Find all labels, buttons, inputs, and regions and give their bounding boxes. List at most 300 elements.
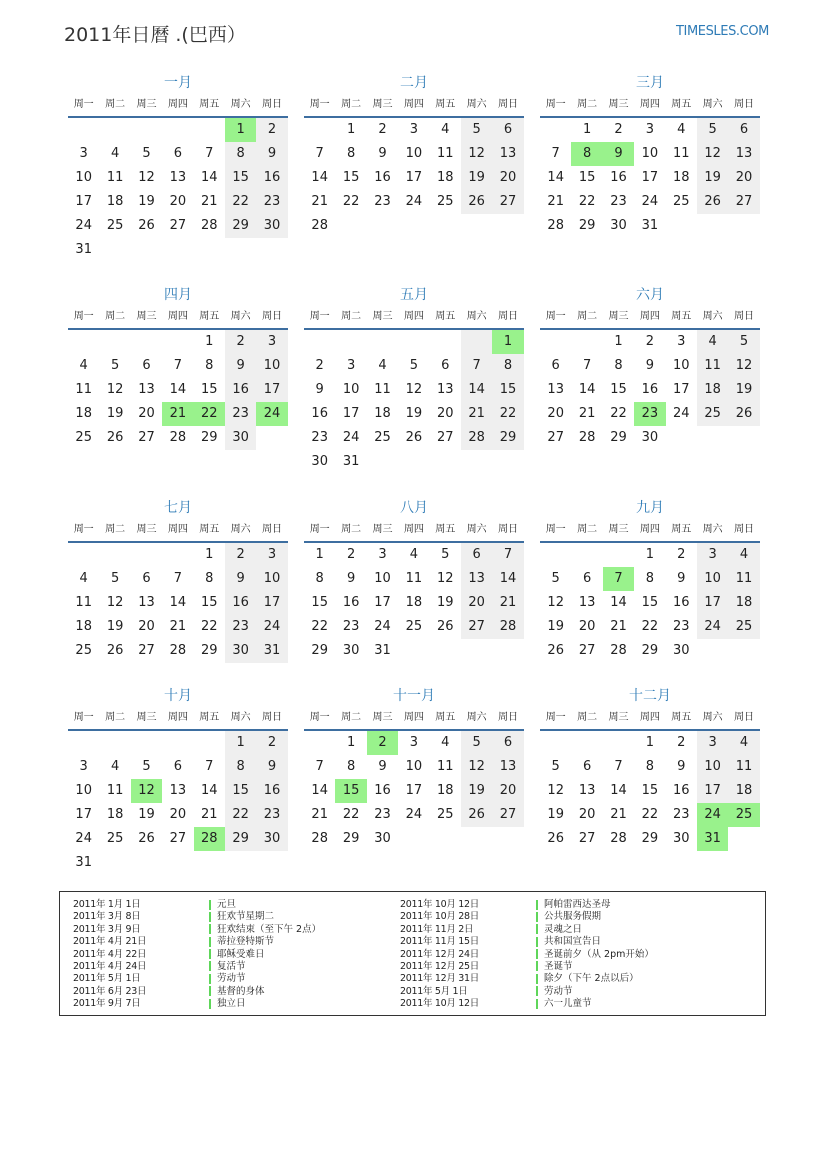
empty-cell [68, 731, 99, 755]
day-cell: 15 [641, 783, 659, 798]
day-cell: 8 [205, 571, 214, 586]
legend-column-2 [400, 899, 654, 1011]
day-cell: 18 [405, 595, 423, 610]
day-cell: 9 [378, 759, 387, 774]
day-cell: 26 [106, 643, 124, 658]
empty-cell [540, 330, 571, 354]
day-cell: 29 [641, 831, 659, 846]
holiday-marker-icon [209, 999, 211, 1009]
day-cell: 22 [610, 406, 627, 421]
holiday-date: 2011年 5月 1日 [73, 973, 141, 985]
month-block [68, 497, 288, 663]
day-cell: 30 [311, 454, 328, 469]
day-cell: 10 [75, 783, 92, 798]
day-cell: 23 [225, 615, 256, 639]
day-cell: 12 [138, 170, 155, 185]
day-cell: 16 [672, 595, 690, 610]
day-cell: 28 [311, 831, 328, 846]
day-cell: 12 [547, 595, 564, 610]
day-cell: 25 [436, 807, 454, 822]
weekday-label: 周三 [372, 524, 393, 535]
empty-cell [194, 731, 225, 755]
day-cell: 12 [697, 142, 728, 166]
empty-cell [603, 731, 634, 755]
weekday-label: 周二 [341, 99, 362, 110]
day-cell: 12 [131, 779, 162, 803]
weekday-label: 周三 [372, 712, 393, 723]
day-cell: 14 [578, 382, 596, 397]
month-block [304, 284, 524, 474]
weekday-label: 周一 [545, 524, 566, 535]
weekday-label: 周五 [435, 99, 456, 110]
weekday-label: 周三 [372, 311, 393, 322]
legend-row [400, 986, 654, 998]
day-cell: 8 [614, 358, 623, 373]
day-cell: 24 [75, 831, 92, 846]
day-cell: 17 [697, 591, 728, 615]
day-cell: 4 [79, 571, 88, 586]
weekday-label: 周六 [230, 712, 251, 723]
day-cell: 5 [441, 547, 450, 562]
day-cell: 2 [367, 731, 398, 755]
day-cell: 5 [110, 358, 120, 373]
day-cell: 25 [405, 619, 423, 634]
weekday-header [540, 519, 760, 543]
day-cell: 15 [200, 382, 218, 397]
day-cell: 24 [672, 406, 690, 421]
day-cell: 14 [311, 170, 328, 185]
empty-cell [162, 330, 193, 354]
day-cell: 18 [728, 779, 759, 803]
weekday-label: 周一 [73, 712, 94, 723]
holiday-marker-icon [536, 961, 538, 971]
day-cell: 21 [200, 194, 218, 209]
day-cell: 23 [672, 619, 690, 634]
day-cell: 7 [173, 358, 182, 373]
day-cell: 14 [169, 595, 187, 610]
day-cell: 7 [315, 759, 324, 774]
weekday-label: 周二 [105, 524, 126, 535]
weekday-label: 周五 [671, 524, 692, 535]
day-cell: 7 [205, 146, 214, 161]
empty-cell [162, 238, 193, 262]
empty-cell [398, 450, 429, 474]
holiday-name: 狂欢节星期二 [217, 911, 275, 923]
day-cell: 12 [728, 354, 759, 378]
holiday-marker-icon [536, 974, 538, 984]
day-cell: 23 [374, 807, 391, 822]
empty-cell [68, 118, 99, 142]
day-cell: 1 [645, 547, 654, 562]
day-cell: 1 [225, 118, 256, 142]
day-cell: 8 [492, 354, 523, 378]
day-cell: 22 [311, 619, 328, 634]
day-cell: 5 [697, 118, 728, 142]
empty-cell [461, 214, 492, 238]
day-cell: 17 [672, 382, 690, 397]
weekday-label: 周四 [403, 712, 424, 723]
weekday-header [68, 94, 288, 118]
day-cell: 2 [677, 547, 686, 562]
weekday-label: 周六 [230, 311, 251, 322]
day-cell: 14 [610, 595, 627, 610]
weekday-label: 周日 [498, 524, 519, 535]
day-cell: 2 [378, 122, 387, 137]
day-cell: 30 [342, 643, 360, 658]
day-cell: 25 [728, 803, 759, 827]
weekday-label: 周二 [577, 524, 598, 535]
month-block [68, 685, 288, 875]
empty-cell [540, 543, 571, 567]
day-cell: 29 [200, 643, 218, 658]
day-grid [68, 543, 288, 663]
empty-cell [697, 639, 728, 663]
holiday-date: 2011年 5月 1日 [400, 985, 468, 997]
holiday-marker-icon [209, 900, 211, 910]
empty-cell [162, 543, 193, 567]
holiday-date: 2011年 3月 8日 [73, 911, 141, 923]
day-cell: 24 [256, 615, 287, 639]
day-cell: 19 [436, 595, 454, 610]
day-cell: 4 [110, 146, 120, 161]
day-cell: 5 [142, 146, 151, 161]
day-cell: 7 [205, 759, 214, 774]
day-cell: 5 [461, 731, 492, 755]
day-cell: 22 [200, 619, 218, 634]
empty-cell [99, 330, 130, 354]
weekday-label: 周一 [545, 712, 566, 723]
day-cell: 24 [697, 615, 728, 639]
day-cell: 15 [225, 166, 256, 190]
day-cell: 5 [409, 358, 418, 373]
day-cell: 26 [106, 430, 124, 445]
day-cell: 17 [75, 807, 92, 822]
month-block [540, 497, 760, 663]
day-cell: 25 [374, 430, 391, 445]
month-name: 七月 [164, 500, 192, 516]
weekday-header [304, 519, 524, 543]
empty-cell [256, 851, 287, 875]
day-cell: 17 [405, 170, 423, 185]
weekday-label: 周二 [341, 712, 362, 723]
day-cell: 25 [75, 643, 92, 658]
day-cell: 21 [200, 807, 218, 822]
month-name: 一月 [164, 75, 192, 91]
day-cell: 7 [551, 146, 560, 161]
weekday-label: 周二 [577, 311, 598, 322]
weekday-label: 周二 [105, 712, 126, 723]
weekday-label: 周三 [608, 99, 629, 110]
legend-row [400, 899, 654, 911]
day-cell: 27 [547, 430, 564, 445]
month-name: 八月 [400, 500, 428, 516]
day-cell: 5 [110, 571, 120, 586]
weekday-label: 周日 [734, 524, 755, 535]
day-cell: 4 [728, 731, 759, 755]
day-cell: 18 [728, 591, 759, 615]
day-cell: 9 [677, 759, 686, 774]
empty-cell [728, 426, 759, 450]
day-cell: 18 [75, 406, 92, 421]
day-cell: 26 [461, 803, 492, 827]
weekday-header [68, 306, 288, 330]
day-cell: 18 [75, 619, 92, 634]
day-grid [304, 118, 524, 238]
day-cell: 6 [142, 571, 151, 586]
day-cell: 16 [641, 382, 659, 397]
empty-cell [304, 118, 335, 142]
day-cell: 26 [461, 190, 492, 214]
month-name: 十一月 [393, 688, 435, 704]
empty-cell [461, 827, 492, 851]
month-name: 十月 [164, 688, 192, 704]
month-name: 四月 [164, 287, 192, 303]
weekday-label: 周六 [702, 712, 723, 723]
day-cell: 13 [169, 170, 187, 185]
weekday-label: 周六 [702, 99, 723, 110]
day-cell: 3 [409, 735, 418, 750]
day-cell: 27 [436, 430, 454, 445]
legend-row [73, 961, 321, 973]
day-cell: 12 [405, 382, 423, 397]
holiday-name: 狂欢结束（至下午 2点） [217, 923, 322, 935]
empty-cell [398, 639, 429, 663]
day-cell: 9 [346, 571, 356, 586]
holiday-name: 阿帕雷西达圣母 [544, 899, 611, 910]
day-cell: 16 [225, 378, 256, 402]
holiday-marker-icon [536, 986, 538, 996]
day-cell: 23 [225, 402, 256, 426]
holiday-date: 2011年 12月 24日 [400, 948, 479, 960]
weekday-label: 周六 [230, 99, 251, 110]
day-grid [540, 543, 760, 663]
day-cell: 16 [342, 595, 360, 610]
holiday-date: 2011年 11月 15日 [400, 936, 479, 948]
legend-row [73, 986, 321, 998]
day-cell: 18 [106, 807, 124, 822]
weekday-label: 周二 [105, 311, 126, 322]
day-cell: 9 [256, 755, 287, 779]
day-cell: 18 [672, 170, 690, 185]
day-cell: 4 [441, 735, 450, 750]
day-cell: 29 [342, 831, 360, 846]
weekday-label: 周一 [73, 99, 94, 110]
day-cell: 21 [492, 591, 523, 615]
holiday-date: 2011年 4月 24日 [73, 960, 147, 972]
day-cell: 20 [728, 166, 759, 190]
day-cell: 28 [169, 430, 187, 445]
weekday-label: 周五 [671, 712, 692, 723]
weekday-label: 周一 [309, 311, 330, 322]
holiday-name: 元旦 [217, 899, 237, 910]
legend-row [400, 936, 654, 948]
day-cell: 15 [311, 595, 328, 610]
day-cell: 1 [645, 735, 654, 750]
weekday-label: 周一 [545, 99, 566, 110]
day-grid [68, 118, 288, 262]
weekday-label: 周二 [105, 99, 126, 110]
day-cell: 16 [610, 170, 627, 185]
month-name: 十二月 [629, 688, 671, 704]
day-grid [304, 543, 524, 663]
holiday-date: 2011年 12月 31日 [400, 973, 479, 985]
holiday-marker-icon [209, 912, 211, 922]
weekday-header [304, 707, 524, 731]
day-cell: 18 [436, 783, 454, 798]
day-cell: 23 [342, 619, 360, 634]
empty-cell [99, 851, 130, 875]
weekday-label: 周二 [577, 99, 598, 110]
day-cell: 14 [610, 783, 627, 798]
day-cell: 10 [75, 170, 92, 185]
empty-cell [492, 639, 523, 663]
day-cell: 30 [641, 430, 659, 445]
day-cell: 28 [169, 643, 187, 658]
day-cell: 17 [374, 595, 391, 610]
day-cell: 15 [200, 595, 218, 610]
holiday-marker-icon [209, 924, 211, 934]
day-cell: 31 [697, 827, 728, 851]
day-cell: 19 [461, 166, 492, 190]
day-cell: 28 [492, 615, 523, 639]
day-cell: 10 [697, 755, 728, 779]
day-cell: 15 [492, 378, 523, 402]
day-cell: 9 [645, 358, 654, 373]
day-cell: 30 [225, 426, 256, 450]
day-cell: 4 [728, 543, 759, 567]
day-cell: 11 [728, 755, 759, 779]
weekday-header [68, 519, 288, 543]
day-cell: 8 [315, 571, 324, 586]
day-cell: 3 [346, 358, 356, 373]
day-cell: 13 [492, 142, 523, 166]
weekday-label: 周五 [199, 524, 220, 535]
day-grid [68, 731, 288, 875]
day-cell: 26 [436, 619, 454, 634]
empty-cell [571, 731, 602, 755]
empty-cell [99, 118, 130, 142]
empty-cell [492, 214, 523, 238]
empty-cell [540, 731, 571, 755]
day-cell: 20 [169, 194, 187, 209]
month-name: 二月 [400, 75, 428, 91]
day-cell: 27 [169, 218, 187, 233]
empty-cell [697, 426, 728, 450]
empty-cell [99, 731, 130, 755]
day-cell: 24 [641, 194, 659, 209]
day-cell: 22 [225, 803, 256, 827]
legend-row [400, 924, 654, 936]
day-cell: 16 [672, 783, 690, 798]
day-cell: 11 [697, 354, 728, 378]
empty-cell [571, 543, 602, 567]
day-cell: 17 [697, 779, 728, 803]
empty-cell [335, 330, 366, 354]
day-cell: 18 [106, 194, 124, 209]
empty-cell [430, 827, 461, 851]
day-cell: 12 [106, 595, 124, 610]
empty-cell [131, 543, 162, 567]
holiday-name: 除夕（下午 2点以后） [544, 973, 639, 985]
weekday-label: 周六 [466, 311, 487, 322]
holiday-name: 圣诞前夕（从 2pm开始） [544, 948, 654, 960]
day-cell: 6 [582, 571, 592, 586]
day-cell: 5 [728, 330, 759, 354]
day-cell: 27 [578, 643, 596, 658]
holiday-name: 劳动节 [217, 973, 246, 985]
legend-row [73, 899, 321, 911]
holiday-name: 蒂拉登特斯节 [217, 936, 275, 948]
weekday-label: 周三 [136, 311, 157, 322]
day-cell: 9 [225, 567, 256, 591]
weekday-label: 周一 [309, 99, 330, 110]
day-cell: 29 [610, 430, 627, 445]
holiday-name: 劳动节 [544, 985, 573, 997]
day-cell: 21 [461, 402, 492, 426]
day-cell: 14 [547, 170, 564, 185]
day-cell: 27 [492, 190, 523, 214]
empty-cell [398, 214, 429, 238]
day-cell: 2 [225, 330, 256, 354]
day-cell: 24 [342, 430, 360, 445]
day-cell: 25 [728, 615, 759, 639]
holiday-name: 六一儿童节 [544, 998, 592, 1010]
day-cell: 11 [405, 571, 423, 586]
day-cell: 17 [75, 194, 92, 209]
weekday-label: 周四 [639, 311, 660, 322]
day-cell: 21 [169, 619, 187, 634]
day-cell: 1 [205, 334, 214, 349]
day-cell: 27 [169, 831, 187, 846]
weekday-label: 周六 [702, 311, 723, 322]
month-block [540, 72, 760, 238]
day-cell: 13 [461, 567, 492, 591]
day-cell: 26 [138, 218, 155, 233]
legend-column-1 [73, 899, 321, 1011]
day-cell: 14 [200, 170, 218, 185]
empty-cell [367, 330, 398, 354]
holiday-date: 2011年 10月 12日 [400, 899, 479, 910]
day-cell: 10 [405, 759, 423, 774]
month-name: 九月 [636, 500, 664, 516]
day-cell: 31 [256, 639, 287, 663]
holiday-marker-icon [536, 924, 538, 934]
empty-cell [131, 851, 162, 875]
day-grid [540, 731, 760, 851]
legend-row [400, 973, 654, 985]
month-block [68, 72, 288, 262]
day-cell: 9 [677, 571, 686, 586]
day-cell: 23 [311, 430, 328, 445]
day-cell: 24 [75, 218, 92, 233]
day-cell: 21 [162, 402, 193, 426]
empty-cell [492, 450, 523, 474]
day-grid [304, 330, 524, 474]
weekday-label: 周三 [608, 712, 629, 723]
holiday-name: 独立日 [217, 998, 246, 1010]
legend-row [73, 949, 321, 961]
day-cell: 14 [169, 382, 187, 397]
holiday-date: 2011年 10月 28日 [400, 911, 479, 923]
day-cell: 17 [405, 783, 423, 798]
site-link[interactable]: TIMESLES.COM [675, 24, 769, 39]
day-cell: 29 [578, 218, 596, 233]
legend-row [73, 924, 321, 936]
day-cell: 10 [697, 567, 728, 591]
weekday-label: 周日 [262, 311, 283, 322]
empty-cell [398, 330, 429, 354]
day-cell: 21 [311, 807, 328, 822]
